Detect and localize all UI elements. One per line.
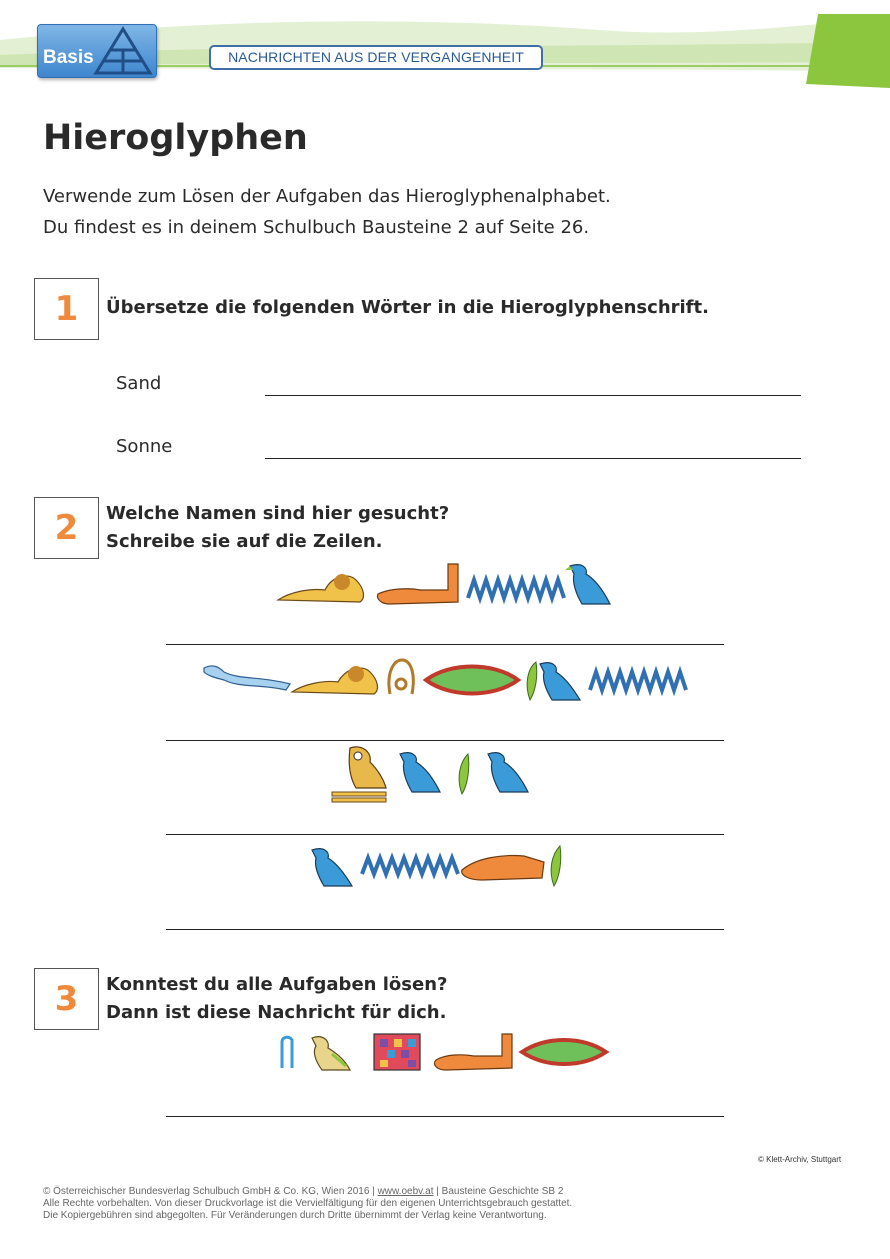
- water-icon: [590, 672, 686, 690]
- footer-copyright: © Österreichischer Bundesverlag Schulbuch GmbH & Co. KG, Wien 2016 |: [43, 1186, 378, 1197]
- image-credit: © Klett-Archiv, Stuttgart: [758, 1155, 842, 1164]
- vulture-icon: [488, 753, 528, 792]
- hand-icon: [378, 564, 459, 604]
- reed-icon: [527, 662, 537, 700]
- answer-line-sand[interactable]: [265, 395, 801, 396]
- task-1-number: 1: [34, 278, 99, 340]
- word-sand: Sand: [116, 373, 162, 394]
- owl-icon: [349, 747, 386, 788]
- lion-icon: [292, 666, 377, 694]
- glyph-row-message: [276, 1030, 610, 1074]
- answer-line-sonne[interactable]: [265, 458, 801, 459]
- publisher-link[interactable]: www.oebv.at: [377, 1186, 434, 1197]
- answer-line-2-4[interactable]: [166, 929, 724, 930]
- footer-line-3: Die Kopiergebühren sind abgegolten. Für Veränderungen durch Dritte übernimmt der Verlag keine Verantwortung.: [43, 1210, 547, 1221]
- hand-icon: [434, 1034, 512, 1070]
- glyph-row-1: [270, 558, 620, 610]
- bar-icon: [332, 792, 386, 802]
- footer-line-1: [43, 1186, 572, 1198]
- rope-icon: [389, 660, 413, 694]
- reed-icon: [459, 754, 469, 794]
- answer-line-2-3[interactable]: [166, 834, 724, 835]
- vulture-icon: [400, 753, 440, 792]
- task-3-text-line-1: Konntest du alle Aufgaben lösen?: [106, 974, 448, 995]
- section-label: NACHRICHTEN AUS DER VERGANGENHEIT: [209, 45, 543, 70]
- lion-icon: [278, 574, 363, 602]
- reed-icon: [551, 846, 561, 886]
- page-title: Hieroglyphen: [43, 118, 308, 158]
- water-icon: [362, 858, 458, 874]
- footer: [43, 1186, 572, 1222]
- footer-book: | Bausteine Geschichte SB 2: [433, 1186, 564, 1197]
- task-3-text-line-2: Dann ist diese Nachricht für dich.: [106, 1002, 447, 1023]
- vulture-icon: [312, 849, 352, 886]
- glyph-row-4: [306, 842, 568, 890]
- task-2-text-line-2: Schreibe sie auf die Zeilen.: [106, 531, 383, 552]
- logo-text: Basis: [43, 47, 94, 68]
- word-sonne: Sonne: [116, 436, 173, 457]
- mouth-icon: [426, 667, 518, 694]
- vulture-icon: [565, 565, 610, 604]
- water-icon: [468, 580, 564, 598]
- vulture-icon: [540, 663, 580, 700]
- task-2-number: 2: [34, 497, 99, 559]
- answer-line-2-2[interactable]: [166, 740, 724, 741]
- hand-icon: [462, 856, 544, 880]
- answer-line-2-1[interactable]: [166, 644, 724, 645]
- chick-icon: [312, 1037, 350, 1070]
- snake-icon: [204, 666, 290, 690]
- glyph-row-3: [328, 742, 538, 804]
- cane-icon: [282, 1037, 292, 1068]
- mouth-icon: [522, 1040, 606, 1064]
- answer-line-3[interactable]: [166, 1116, 724, 1117]
- task-3-number: 3: [34, 968, 99, 1030]
- glyph-row-2: [200, 654, 690, 704]
- footer-line-2: Alle Rechte vorbehalten. Von dieser Druckvorlage ist die Vervielfältigung für den eigenen Unterrichtsgebrauch gestattet.: [43, 1198, 573, 1209]
- intro-line-1: Verwende zum Lösen der Aufgaben das Hieroglyphenalphabet.: [43, 186, 611, 207]
- mat-icon: [374, 1034, 420, 1070]
- task-1-text: Übersetze die folgenden Wörter in die Hieroglyphenschrift.: [106, 297, 709, 318]
- task-2-text-line-1: Welche Namen sind hier gesucht?: [106, 503, 450, 524]
- intro-line-2: Du findest es in deinem Schulbuch Bausteine 2 auf Seite 26.: [43, 217, 590, 238]
